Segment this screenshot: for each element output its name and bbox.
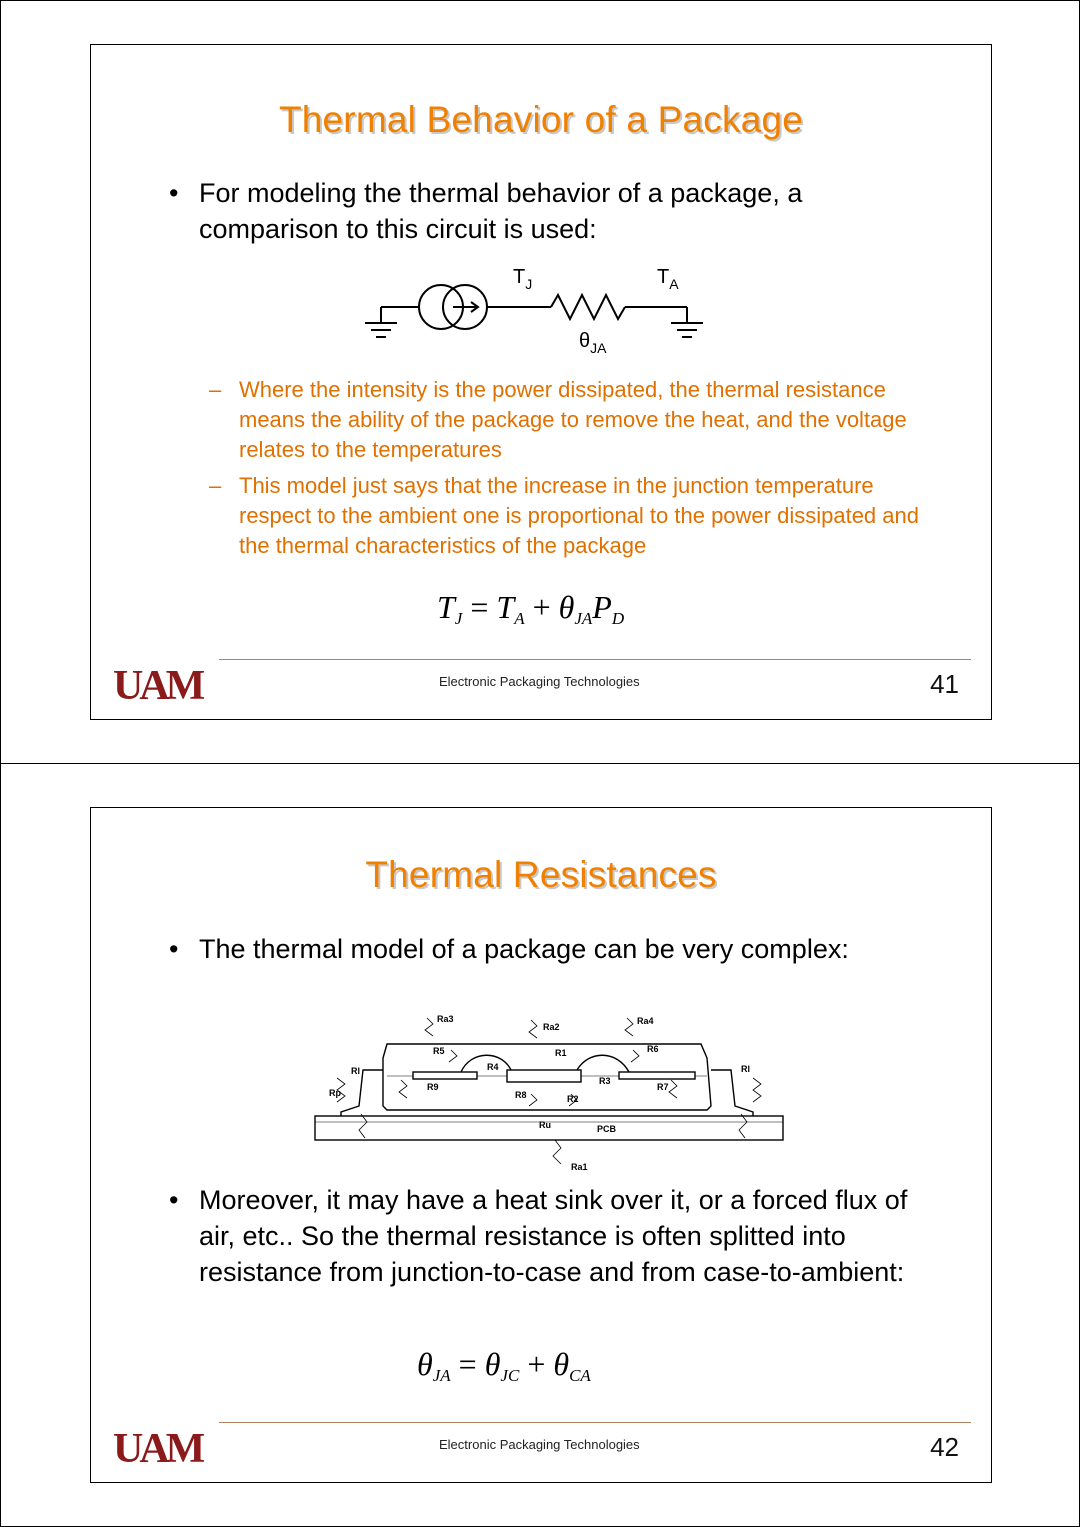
- bullet-text: The thermal model of a package can be very complex:: [199, 934, 849, 964]
- label-ra1: Ra1: [571, 1162, 588, 1172]
- slide-41: [90, 44, 992, 720]
- label-r6: R6: [647, 1044, 659, 1054]
- bullet-mark: •: [169, 1185, 179, 1215]
- uam-logo: [113, 1422, 213, 1466]
- label-ra4: Ra4: [637, 1016, 654, 1026]
- label-r8: R8: [515, 1090, 527, 1100]
- label-r7: R7: [657, 1082, 669, 1092]
- sub-bullet-text: This model just says that the increase in the junction temperature respect to the ambient one is proportional to the power dissipated and the thermal characteristics of the package: [239, 473, 919, 558]
- label-ru: Ru: [539, 1120, 551, 1130]
- label-pcb: PCB: [597, 1124, 617, 1134]
- sub-bullet-text: Where the intensity is the power dissipated, the thermal resistance means the ability of the package to remove the heat, and the voltage relates to the temperatures: [239, 377, 907, 462]
- slide-title: Thermal Behavior of a Package: [278, 99, 804, 140]
- label-r3: R3: [599, 1076, 611, 1086]
- page-divider: [0, 763, 1080, 764]
- bullet-text: For modeling the thermal behavior of a package, a comparison to this circuit is used:: [199, 178, 803, 244]
- bullet-text: Moreover, it may have a heat sink over it, or a forced flux of air, etc.. So the thermal resistance is often splitted into resistance from junction-to-case and from case-to-ambient:: [199, 1185, 908, 1287]
- page-number: 42: [930, 1432, 959, 1462]
- page-number: 41: [930, 669, 959, 699]
- sub-bullet-mark: –: [209, 377, 222, 402]
- label-rp: Rp: [329, 1088, 341, 1098]
- thermal-resistance-equation: $\theta_{JA} = \theta_{JC} + \theta_{CA}$: [417, 1346, 591, 1385]
- node-label-tj: $T_J$: [513, 266, 533, 292]
- junction-temperature-equation: $T_J = T_A + \theta_{JA}P_D$: [437, 589, 625, 628]
- label-r4: R4: [487, 1062, 499, 1072]
- label-r9: R9: [427, 1082, 439, 1092]
- thermal-circuit-diagram: [361, 259, 731, 363]
- uam-logo: [113, 659, 213, 703]
- node-label-ta: $T_A$: [657, 266, 679, 292]
- footer-text: Electronic Packaging Technologies: [439, 674, 640, 689]
- bullet-mark: •: [169, 178, 179, 208]
- label-rl-right: Rl: [741, 1064, 750, 1074]
- footer-rule: [219, 1422, 971, 1423]
- slide-title: Thermal Resistances: [365, 854, 717, 895]
- label-r2: R2: [567, 1094, 579, 1104]
- label-r1: R1: [555, 1048, 567, 1058]
- label-rl-left: Rl: [351, 1066, 360, 1076]
- package-thermal-resistance-diagram: [301, 1010, 787, 1180]
- svg-text:UAM: UAM: [113, 663, 202, 703]
- sub-bullet-mark: –: [209, 473, 222, 498]
- label-ra2: Ra2: [543, 1022, 560, 1032]
- footer-text: Electronic Packaging Technologies: [439, 1437, 640, 1452]
- svg-text:UAM: UAM: [113, 1426, 202, 1466]
- resistor-label-theta-ja: $\theta_{JA}$: [579, 330, 607, 356]
- bullet-mark: •: [169, 934, 179, 964]
- label-ra3: Ra3: [437, 1014, 454, 1024]
- footer-rule: [219, 659, 971, 660]
- slide-42: [90, 807, 992, 1483]
- label-r5: R5: [433, 1046, 445, 1056]
